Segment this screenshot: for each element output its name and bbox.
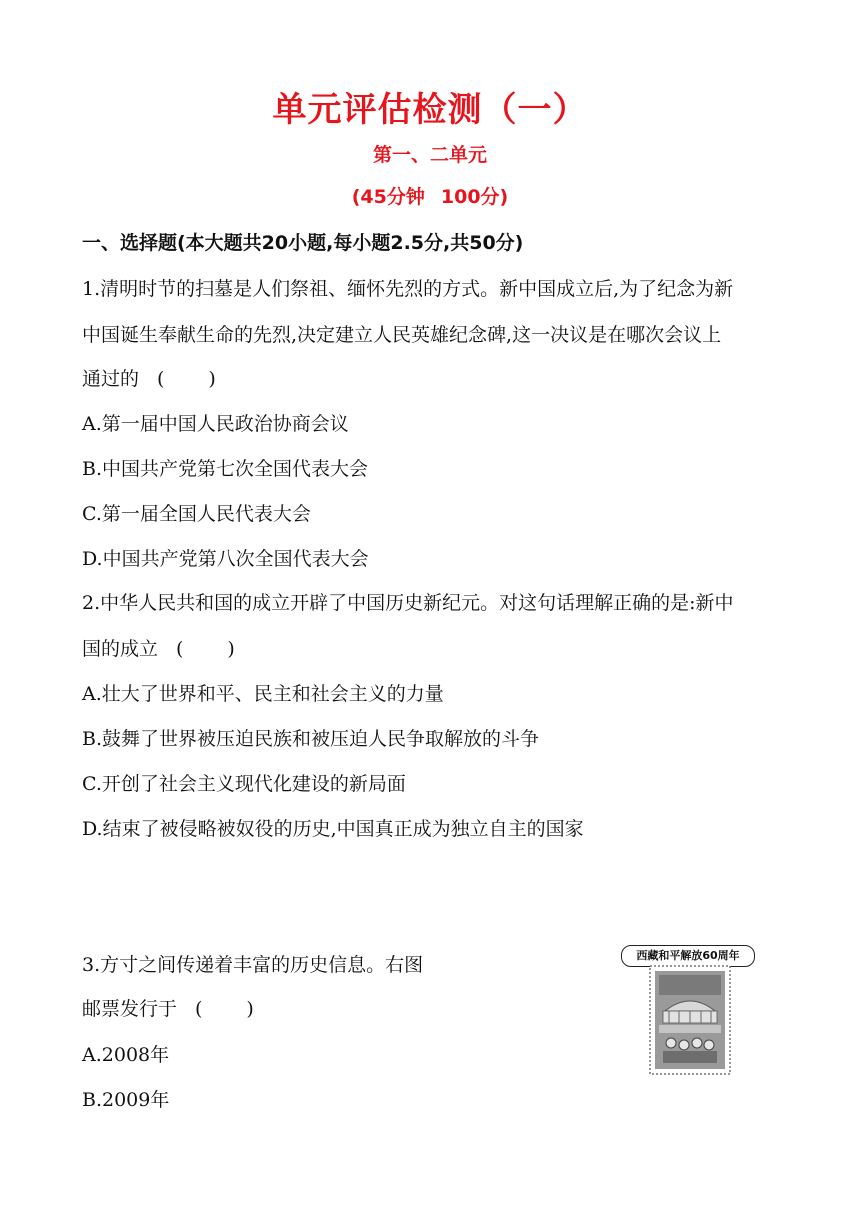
q1-option-d: D.中国共产党第八次全国代表大会: [82, 548, 369, 570]
q2-option-b: B.鼓舞了世界被压迫民族和被压迫人民争取解放的斗争: [82, 728, 540, 750]
q1-stem-line2: 中国诞生奉献生命的先烈,决定建立人民英雄纪念碑,这一决议是在哪次会议上: [82, 324, 722, 346]
q3-answer-blank: ( ): [195, 998, 256, 1020]
q3-option-a: A.2008年: [82, 1044, 170, 1066]
stamp-caption: 西藏和平解放60周年: [621, 945, 755, 967]
section-heading: 一、选择题(本大题共20小题,每小题2.5分,共50分): [82, 232, 524, 254]
stamp-figure: [619, 945, 757, 1077]
unit-subtitle: 第一、二单元: [372, 144, 487, 166]
q1-stem-line3: [82, 364, 218, 391]
q1-answer-blank: ( ): [157, 368, 218, 390]
time-limit: (45分钟: [351, 186, 425, 208]
q2-option-d: D.结束了被侵略被奴役的历史,中国真正成为独立自主的国家: [82, 818, 584, 840]
q1-stem-text: 通过的: [82, 368, 140, 390]
q2-option-a: A.壮大了世界和平、民主和社会主义的力量: [82, 683, 444, 705]
q2-option-c: C.开创了社会主义现代化建设的新局面: [82, 773, 406, 795]
q1-option-c: C.第一届全国人民代表大会: [82, 503, 311, 525]
q1-stem-line1: 1.清明时节的扫墓是人们祭祖、缅怀先烈的方式。新中国成立后,为了纪念为新: [82, 278, 734, 300]
time-score: [0, 182, 860, 209]
q2-stem-text: 国的成立: [82, 638, 159, 660]
total-score: 100分): [440, 186, 509, 208]
q2-stem-line1: 2.中华人民共和国的成立开辟了中国历史新纪元。对这句话理解正确的是:新中: [82, 592, 734, 614]
q3-stem-line2: [82, 994, 256, 1021]
q2-answer-blank: ( ): [176, 638, 237, 660]
q1-option-b: B.中国共产党第七次全国代表大会: [82, 458, 369, 480]
q2-stem-line2: [82, 634, 237, 661]
q3-stem-line1: 3.方寸之间传递着丰富的历史信息。右图: [82, 954, 424, 976]
page-title: 单元评估检测（一）: [272, 90, 588, 130]
q1-option-a: A.第一届中国人民政治协商会议: [82, 413, 349, 435]
stamp-image: [649, 965, 731, 1075]
q3-stem-text: 邮票发行于: [82, 998, 178, 1020]
q3-option-b: B.2009年: [82, 1089, 170, 1111]
